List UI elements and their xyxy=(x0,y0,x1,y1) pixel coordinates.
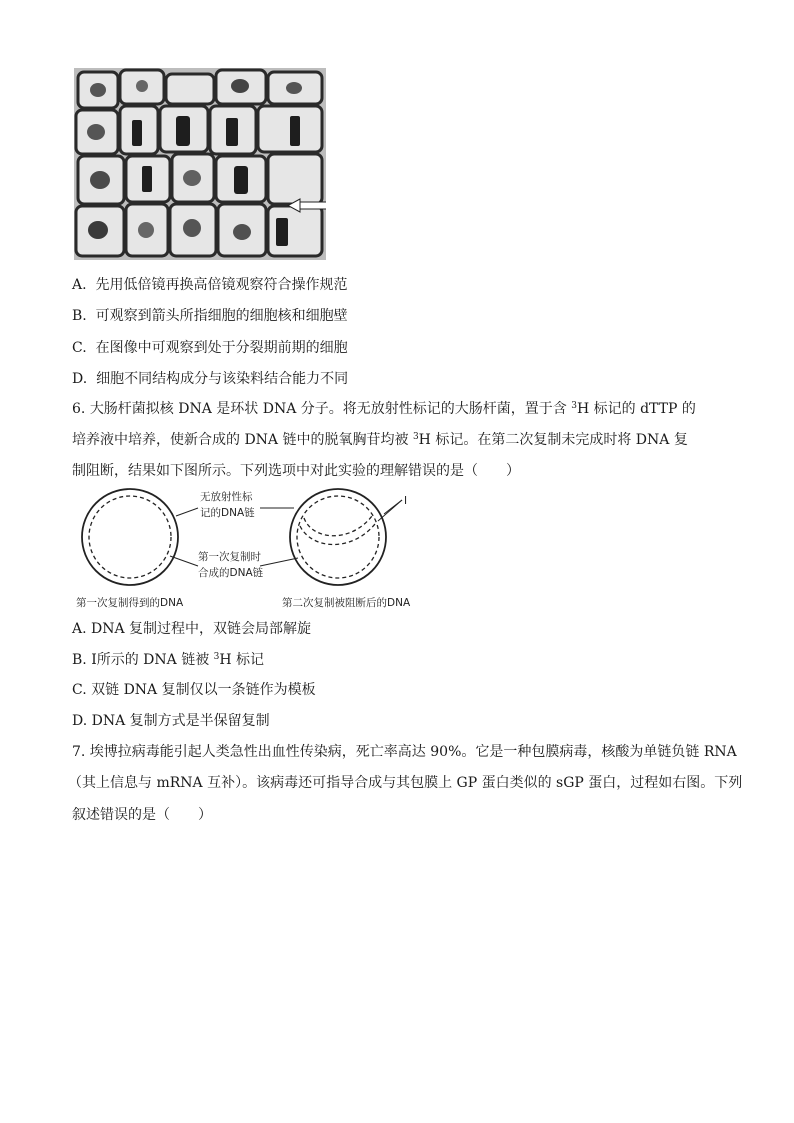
left-inner-strand xyxy=(89,496,171,578)
q6-option-c: C. 双链 DNA 复制仅以一条链作为模板 xyxy=(72,682,316,698)
label-roman-one: Ⅰ xyxy=(404,495,408,507)
caption-right: 第二次复制被阻断后的DNA xyxy=(282,597,411,609)
label-unlabeled-strand-2: 记的DNA链 xyxy=(200,507,255,519)
q5-option-a: A. 先用低倍镜再换高倍镜观察符合操作规范 xyxy=(72,277,348,293)
root-tip-cells-image xyxy=(74,68,326,260)
new-strand-upper xyxy=(304,516,372,536)
pointer-line-6 xyxy=(378,500,402,521)
q5-option-b: B. 可观察到箭头所指细胞的细胞核和细胞壁 xyxy=(72,308,348,324)
label-first-replication-1: 第一次复制时 xyxy=(198,551,261,563)
dna-replication-figure xyxy=(72,486,444,614)
q7-stem-line-3: 叙述错误的是（ ） xyxy=(72,807,212,823)
q5-option-d: D. 细胞不同结构成分与该染料结合能力不同 xyxy=(72,371,349,387)
pointer-line-3 xyxy=(170,556,198,566)
q6-option-b: B. Ⅰ所示的 DNA 链被 $^3$H 标记 xyxy=(72,652,265,668)
q6-stem-line-3: 制阻断，结果如下图所示。下列选项中对此实验的理解错误的是（ ） xyxy=(72,463,520,479)
q7-stem-line-1: 7. 埃博拉病毒能引起人类急性出血性传染病，死亡率高达 90%。它是一种包膜病毒，核酸为单链负链 RNA xyxy=(72,744,737,760)
q7-stem-line-2: （其上信息与 mRNA 互补）。该病毒还可指导合成与其包膜上 GP 蛋白类似的 sGP 蛋白，过程如右图。下列 xyxy=(68,775,743,791)
caption-left: 第一次复制得到的DNA xyxy=(76,597,184,609)
label-unlabeled-strand-1: 无放射性标 xyxy=(200,491,253,503)
new-strand-lower xyxy=(300,524,375,545)
q6-stem-line-1: 6. 大肠杆菌拟核 DNA 是环状 DNA 分子。将无放射性标记的大肠杆菌，置于含 $^3$H 标记的 dTTP 的 xyxy=(72,401,696,417)
left-outer-strand xyxy=(82,489,178,585)
pointer-line-4 xyxy=(260,558,298,566)
q6-option-d: D. DNA 复制方式是半保留复制 xyxy=(72,713,270,729)
q6-stem-line-2: 培养液中培养，使新合成的 DNA 链中的脱氧胸苷均被 $^3$H 标记。在第二次复制未完成时将 DNA 复 xyxy=(72,432,688,448)
pointer-line-1 xyxy=(176,508,198,516)
q6-option-a: A. DNA 复制过程中，双链会局部解旋 xyxy=(72,621,312,637)
micrograph-image xyxy=(74,68,326,260)
label-first-replication-2: 合成的DNA链 xyxy=(198,567,264,579)
right-outer-strand xyxy=(290,489,386,585)
q5-option-c: C. 在图像中可观察到处于分裂期前期的细胞 xyxy=(72,340,348,356)
